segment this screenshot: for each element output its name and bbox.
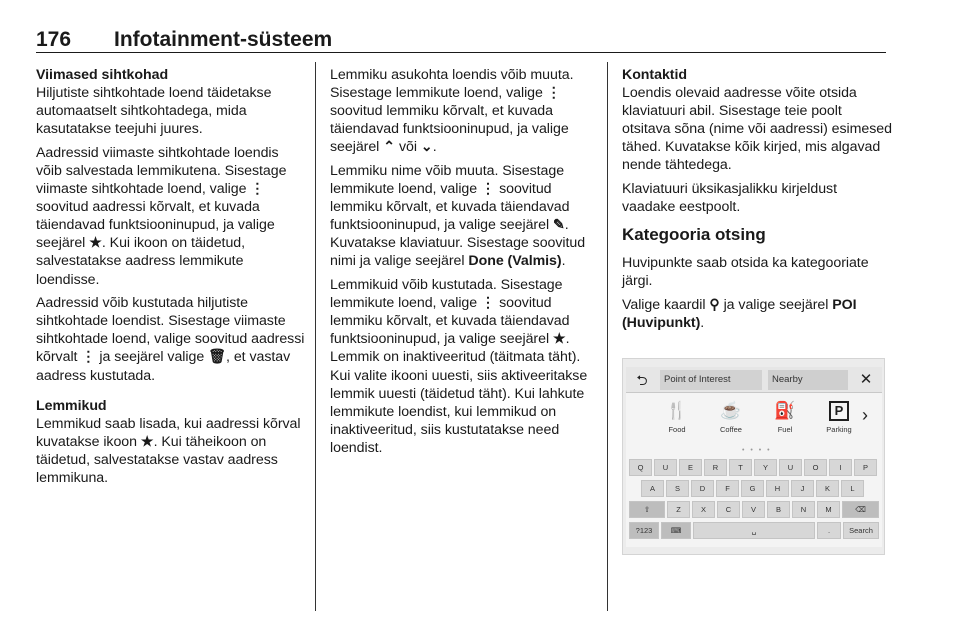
keyboard-key: S [666, 480, 689, 497]
food-icon: 🍴 [666, 401, 688, 420]
chevron-down-icon: ⌄ [420, 139, 433, 156]
paragraph [622, 296, 892, 332]
backspace-key: ⌫ [842, 501, 879, 518]
page-title: Infotainment-süsteem [114, 28, 333, 51]
category-coffee [706, 399, 756, 447]
header-divider [36, 52, 886, 53]
more-options-icon: ⋮ [81, 349, 96, 366]
chevron-up-icon: ⌃ [383, 139, 396, 156]
fuel-icon: ⛽ [774, 401, 796, 420]
category-fuel [760, 399, 810, 447]
more-options-icon: ⋮ [546, 85, 561, 102]
text: Lemmikud saab lisada, kui aadressi kõrval kuvatakse ikoon [36, 415, 301, 450]
text: soovitud lemmiku kõrvalt, et kuvada täiendavad funktsiooninupud, ja valige seejärel [330, 103, 569, 156]
paragraph [330, 276, 602, 457]
column-1 [36, 66, 308, 493]
period-key: . [817, 522, 841, 539]
keyboard-key: V [742, 501, 765, 518]
keyboard-key: I [829, 459, 852, 476]
text: Valige kaardil [622, 296, 706, 313]
keyboard [628, 459, 880, 545]
text: Aadressid võib kustutada hiljutiste sihtkohtade loendist. Sisestage viimaste sihtkohtade loend, valige soovitud aadressi kõrvalt [36, 295, 305, 366]
numeric-key: ?123 [629, 522, 659, 539]
text: ja valige seejärel [723, 296, 829, 313]
text: . Kui täheikoon on täidetud, salvestatakse vastav aadress lemmikuna. [36, 433, 278, 486]
category-parking [814, 399, 864, 447]
keyboard-key: U [654, 459, 677, 476]
category-label: Parking [826, 425, 852, 434]
pencil-icon: ✎ [552, 217, 565, 234]
paragraph [330, 66, 602, 156]
paragraph [36, 397, 308, 487]
text: soovitud aadressi kõrvalt, et kuvada täiendavad funktsiooninupud, ja valige seejärel [36, 199, 275, 252]
category-label: Coffee [720, 425, 742, 434]
keyboard-key: F [716, 480, 739, 497]
paragraph [330, 162, 602, 271]
text: , et vastav aadress kustutada. [36, 349, 291, 384]
keyboard-key: A [641, 480, 664, 497]
text: . [432, 139, 437, 156]
paragraph [36, 144, 308, 289]
star-icon: ★ [552, 331, 566, 348]
favourites-heading: Lemmikud [36, 397, 107, 414]
page-header [36, 28, 886, 52]
infotainment-screenshot [622, 358, 885, 555]
text: soovitud lemmiku kõrvalt, et kuvada täiendavad funktsiooninupud, ja valige seejärel [330, 181, 570, 234]
keyboard-key: Q [629, 459, 652, 476]
keyboard-key: M [817, 501, 840, 518]
keyboard-key: L [841, 480, 864, 497]
text: soovitud lemmiku kõrvalt, et kuvada täiendavad funktsiooninupud, ja valige seejärel [330, 295, 570, 348]
keyboard-key: C [717, 501, 740, 518]
category-label: Fuel [777, 425, 793, 434]
back-icon: ⮌ [636, 372, 648, 388]
poi-search-field: Point of Interest [660, 370, 762, 390]
page-dots: • • • • [742, 447, 772, 454]
keyboard-toggle-key: ⌨ [661, 522, 691, 539]
keyboard-key: K [816, 480, 839, 497]
keyboard-key: N [792, 501, 815, 518]
text: Huvipunkte saab otsida ka kategooriate järgi. [622, 255, 869, 290]
text: Lemmiku asukohta loendis võib muuta. Sisestage lemmikute loend, valige [330, 67, 574, 102]
text: Loendis olevaid aadresse võite otsida klaviatuuri abil. Sisestage teie poolt otsitava sõna (nime või aadressi) esimesed tähed. Kuvatakse kõik kirjed, mis algavad nende tähtedega. [622, 85, 892, 174]
page-number: 176 [36, 28, 72, 51]
poi-label: POI (Huvipunkt) [622, 296, 857, 332]
text: ja seejärel valige [99, 349, 205, 366]
keyboard-key: T [729, 459, 752, 476]
column-3 [622, 66, 892, 338]
infotainment-screen [626, 367, 882, 547]
column-divider [607, 62, 608, 611]
close-icon: ✕ [859, 371, 873, 388]
paragraph [622, 180, 892, 216]
chevron-right-icon: › [862, 405, 868, 425]
contacts-heading: Kontaktid [622, 67, 687, 83]
star-icon: ★ [89, 235, 102, 252]
location-field: Nearby [768, 370, 848, 390]
paragraph [36, 294, 308, 384]
column-2 [330, 66, 602, 462]
keyboard-key: Z [667, 501, 690, 518]
screen-top-bar [626, 367, 882, 393]
recent-destinations-heading: Viimased sihtkohad [36, 67, 169, 83]
more-options-icon: ⋮ [481, 295, 496, 312]
keyboard-key: B [767, 501, 790, 518]
text: . Kuvatakse klaviatuur. Sisestage soovitud nimi ja valige seejärel [330, 217, 586, 270]
category-search-heading: Kategooria otsing [622, 225, 766, 245]
search-key: Search [843, 522, 879, 539]
shift-key: ⇧ [629, 501, 665, 518]
coffee-icon: ☕ [720, 401, 742, 420]
keyboard-key: U [779, 459, 802, 476]
text: . [561, 253, 566, 270]
search-icon: ⚲ [709, 296, 720, 313]
space-key: ␣ [693, 522, 815, 539]
text: Lemmiku nime võib muuta. Sisestage lemmikute loend, valige [330, 162, 565, 198]
paragraph [36, 66, 308, 138]
keyboard-key: G [741, 480, 764, 497]
text: Klaviatuuri üksikasjalikku kirjeldust vaadake eestpoolt. [622, 181, 837, 216]
keyboard-key: E [679, 459, 702, 476]
text: Lemmikuid võib kustutada. Sisestage lemmikute loend, valige [330, 277, 563, 312]
done-label: Done (Valmis) [468, 253, 562, 270]
trash-icon: 🗑 [208, 349, 227, 366]
keyboard-key: J [791, 480, 814, 497]
text: . Kui ikoon on täidetud, salvestatakse aadress lemmikute loendisse. [36, 235, 246, 288]
more-options-icon: ⋮ [250, 181, 265, 198]
keyboard-key: D [691, 480, 714, 497]
category-food [652, 399, 702, 447]
keyboard-key: Y [754, 459, 777, 476]
category-label: Food [668, 425, 686, 434]
keyboard-key: P [854, 459, 877, 476]
text: või [398, 139, 417, 156]
text: . [700, 315, 705, 332]
keyboard-key: O [804, 459, 827, 476]
paragraph [622, 254, 892, 290]
keyboard-key: R [704, 459, 727, 476]
text: . Lemmik on inaktiveeritud (täitmata täht). Kui valite ikooni uuesti, siis aktiveeritakse lemmik uuesti (täidetud täht). Kui lahkute lemmikute loendist, kui lemmikud on inaktiveeritud, siis kustutatakse need loendist. [330, 331, 588, 456]
keyboard-key: X [692, 501, 715, 518]
text: Hiljutiste sihtkohtade loend täidetakse automaatselt sihtkohtadega, mida kasutatakse teejuhi juures. [36, 85, 272, 138]
parking-icon: P [829, 401, 849, 421]
paragraph [622, 66, 892, 175]
text: Aadressid viimaste sihtkohtade loendis võib salvestada lemmikutena. Sisestage viimaste sihtkohtade loend, valige [36, 144, 287, 198]
keyboard-key: H [766, 480, 789, 497]
star-icon: ★ [140, 433, 154, 450]
column-divider [315, 62, 316, 611]
more-options-icon: ⋮ [481, 181, 496, 198]
